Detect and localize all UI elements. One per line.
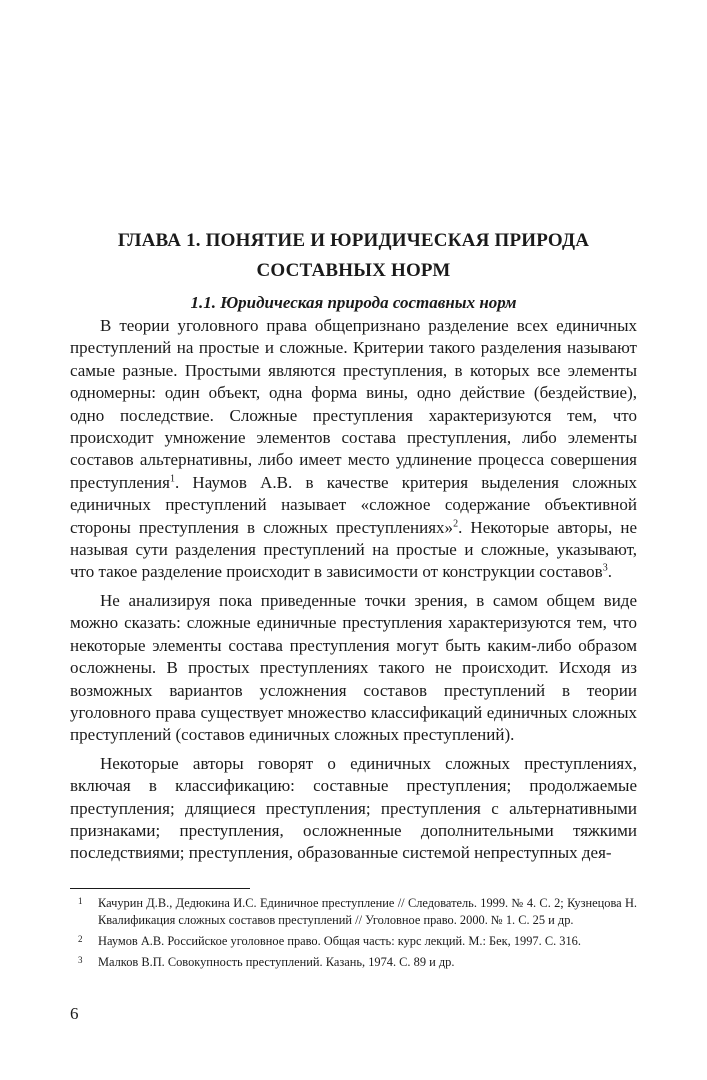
section-title: 1.1. Юридическая природа составных норм bbox=[190, 293, 517, 312]
chapter-title-line-2: СОСТАВНЫХ НОРМ bbox=[256, 260, 451, 281]
footnote-number: 1 bbox=[78, 896, 83, 906]
paragraph-text: Не анализируя пока приведенные точки зрения, в самом общем виде можно сказать: сложные единичные преступления характеризуются тем, что некоторые элементы состава преступления могут быть каким-либо образом осложнены. В простых преступлениях такого не происходит. Исходя из возможных вариантов усложнения составов преступлений в теории уголовного права существует множество классификаций единичных сложных преступлений (составов единичных сложных преступлений). bbox=[70, 590, 637, 745]
footnote-number: 3 bbox=[78, 955, 83, 965]
paragraph-text: . bbox=[607, 562, 612, 582]
body-text bbox=[70, 315, 637, 865]
paragraph-3 bbox=[70, 753, 637, 865]
footnote bbox=[70, 954, 637, 971]
paragraph-1 bbox=[70, 315, 637, 584]
footnote-text: Наумов А.В. Российское уголовное право. Общая часть: курс лекций. М.: Бек, 1997. С. 316. bbox=[98, 934, 581, 948]
footnote bbox=[70, 895, 637, 929]
footnote-text: Малков В.П. Совокупность преступлений. Казань, 1974. С. 89 и др. bbox=[98, 955, 455, 969]
paragraph-text: Некоторые авторы говорят о единичных сложных преступлениях, включая в классификацию: составные преступления; продолжаемые преступления; длящиеся преступления; преступления с альтернативными признаками; преступления, осложненные дополнительными тяжкими последствиями; преступления, образованные системой непреступных дея- bbox=[70, 753, 637, 863]
footnote bbox=[70, 933, 637, 950]
chapter-title bbox=[70, 226, 637, 286]
footnote-ref[interactable]: 2 bbox=[453, 518, 459, 529]
paragraph-text: . Наумов А.В. в качестве критерия выделения сложных единичных преступлений называет «сложное содержание объективной стороны преступления в сложных преступлениях» bbox=[70, 472, 637, 537]
footnotes bbox=[70, 895, 637, 975]
footnote-number: 2 bbox=[78, 934, 83, 944]
paragraph-text: . Некоторые авторы, не называя сути разделения преступлений на простые и сложные, указывают, что такое разделение происходит в зависимости от конструкции составов bbox=[70, 517, 637, 582]
page-number: 6 bbox=[70, 1004, 79, 1023]
footnote-divider bbox=[70, 888, 250, 889]
chapter-title-line-1: ГЛАВА 1. ПОНЯТИЕ И ЮРИДИЧЕСКАЯ ПРИРОДА bbox=[117, 230, 590, 251]
footnote-text: Качурин Д.В., Дедюкина И.С. Единичное преступление // Следователь. 1999. № 4. С. 2; Кузнецова Н. Квалификация сложных составов преступлений // Уголовное право. 2000. № 1. С. 25 и др. bbox=[98, 896, 637, 927]
paragraph-text: В теории уголовного права общепризнано разделение всех единичных преступлений на простые и сложные. Критерии такого разделения называют самые разные. Простыми являются преступления, в которых все элементы одномерны: один объект, одна форма вины, одно действие (бездействие), одно последствие. Сложные преступления характеризуются тем, что происходит умножение элементов состава преступления, либо элементы составов альтернативны, либо имеет место удлинение процесса совершения преступления bbox=[70, 316, 637, 492]
footnote-ref[interactable]: 3 bbox=[602, 562, 608, 574]
footnote-ref[interactable]: 1 bbox=[169, 473, 175, 485]
paragraph-2 bbox=[70, 590, 637, 747]
